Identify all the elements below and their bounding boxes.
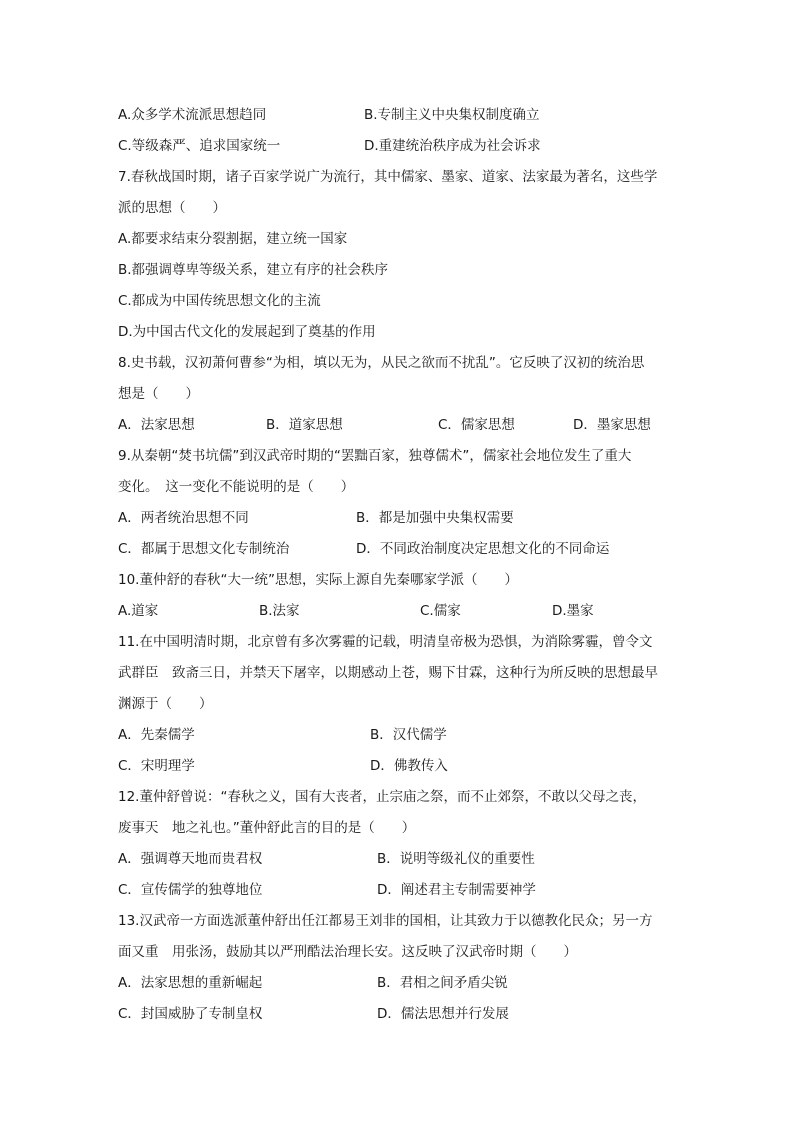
q12-option-a[interactable]: A．强调尊天地而贵君权 [118,851,263,867]
q13-option-c[interactable]: C．封国威胁了专制皇权 [118,1006,263,1022]
q7-option-a[interactable]: A.都要求结束分裂割据，建立统一国家 [118,231,348,247]
q11-stem-line-1: 11.在中国明清时期，北京曾有多次雾霾的记载，明清皇帝极为恐惧，为消除雾霾，曾令文 [118,634,653,650]
q6-options-row-1 [118,100,688,131]
q6-option-a[interactable]: A.众多学术流派思想趋同 [118,107,267,123]
q7-option-d[interactable]: D.为中国古代文化的发展起到了奠基的作用 [118,324,376,340]
q11-options-row-2 [118,751,688,782]
q9-options-row-1 [118,503,688,534]
q10-option-d[interactable]: D.墨家 [552,603,594,619]
q10-option-b[interactable]: B.法家 [259,603,300,619]
q13-stem-line-1: 13.汉武帝一方面选派董仲舒出任江都易王刘非的国相，让其致力于以德教化民众；另一方 [118,913,653,929]
q10-option-a[interactable]: A.道家 [118,603,159,619]
q9-options-row-2 [118,534,688,565]
q12-option-c[interactable]: C．宣传儒学的独尊地位 [118,882,263,898]
q13-stem-line-2: 面又重 用张汤，鼓励其以严刑酷法治理长安。这反映了汉武帝时期（ ） [118,944,577,960]
q12-options-row-2 [118,875,688,906]
q8-options-row [118,410,688,441]
q11-options-row-1 [118,720,688,751]
q8-option-b[interactable]: B．道家思想 [266,417,343,433]
q6-option-c[interactable]: C.等级森严、追求国家统一 [118,138,281,154]
q9-option-a[interactable]: A．两者统治思想不同 [118,510,249,526]
q8-option-d[interactable]: D．墨家思想 [573,417,651,433]
q12-options-row-1 [118,844,688,875]
q7-stem-line-2: 派的思想（ ） [118,200,226,216]
q10-stem-line-1: 10.董仲舒的春秋“大一统”思想，实际上源自先秦哪家学派（ ） [118,572,518,588]
q10-options-row [118,596,688,627]
q10-option-c[interactable]: C.儒家 [420,603,461,619]
q12-stem-line-2: 废事天 地之礼也。”董仲舒此言的目的是（ ） [118,820,416,836]
q11-option-c[interactable]: C．宋明理学 [118,758,195,774]
q13-options-row-1 [118,968,688,999]
q8-stem-line-1: 8.史书载，汉初萧何曹参“为相，填以无为，从民之欲而不扰乱”。它反映了汉初的统治思 [118,355,645,371]
q9-option-c[interactable]: C．都属于思想文化专制统治 [118,541,290,557]
q7-stem-line-1: 7.春秋战国时期，诸子百家学说广为流行，其中儒家、墨家、道家、法家最为著名，这些学 [118,169,658,185]
q9-option-b[interactable]: B．都是加强中央集权需要 [356,510,514,526]
exam-page [118,100,688,1030]
q12-stem-line-1: 12.董仲舒曾说：“春秋之义，国有大丧者，止宗庙之祭，而不止郊祭，不敢以父母之丧， [118,789,646,805]
q8-stem-line-2: 想是（ ） [118,386,199,402]
q9-stem-line-2: 变化。 这一变化不能说明的是（ ） [118,479,355,495]
q11-option-d[interactable]: D．佛教传入 [370,758,448,774]
q8-option-c[interactable]: C．儒家思想 [438,417,515,433]
q13-option-a[interactable]: A．法家思想的重新崛起 [118,975,263,991]
q11-stem-line-3: 渊源于（ ） [118,696,213,712]
q11-option-a[interactable]: A．先秦儒学 [118,727,195,743]
q13-option-d[interactable]: D．儒法思想并行发展 [377,1006,509,1022]
q9-option-d[interactable]: D．不同政治制度决定思想文化的不同命运 [356,541,610,557]
q12-option-b[interactable]: B．说明等级礼仪的重要性 [377,851,535,867]
q11-option-b[interactable]: B．汉代儒学 [370,727,447,743]
q7-option-b[interactable]: B.都强调尊卑等级关系，建立有序的社会秩序 [118,262,389,278]
q11-stem-line-2: 武群臣 致斋三日，并禁天下屠宰，以期感动上苍，赐下甘霖，这种行为所反映的思想最早 [118,665,658,681]
q6-option-b[interactable]: B.专制主义中央集权制度确立 [364,107,540,123]
q9-stem-line-1: 9.从秦朝“焚书坑儒”到汉武帝时期的“罢黜百家，独尊儒术”，儒家社会地位发生了重大 [118,448,632,464]
q13-option-b[interactable]: B．君相之间矛盾尖锐 [377,975,508,991]
q7-option-c[interactable]: C.都成为中国传统思想文化的主流 [118,293,321,309]
q6-options-row-2 [118,131,688,162]
q6-option-d[interactable]: D.重建统治秩序成为社会诉求 [364,138,541,154]
q8-option-a[interactable]: A．法家思想 [118,417,195,433]
q13-options-row-2 [118,999,688,1030]
q12-option-d[interactable]: D．阐述君主专制需要神学 [377,882,536,898]
